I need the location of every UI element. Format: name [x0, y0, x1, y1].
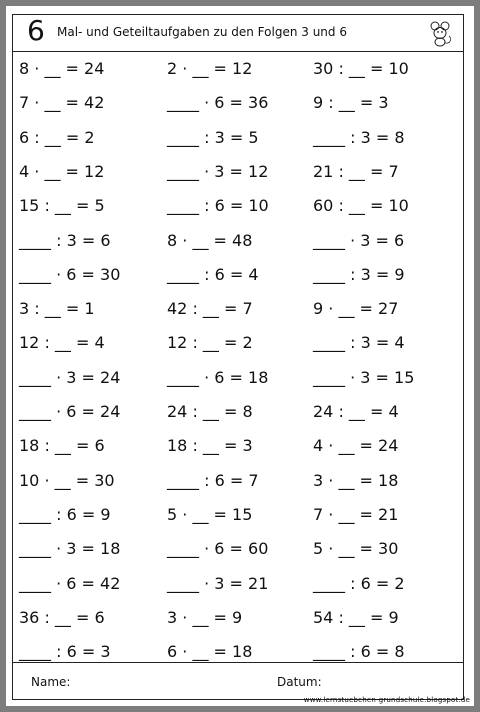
exercise-cell: 4 · __ = 24 [313, 436, 399, 456]
exercise-cell: 2 · __ = 12 [167, 59, 253, 78]
exercise-cell: 15 : __ = 5 [19, 196, 105, 216]
exercise-cell: 54 : __ = 9 [313, 607, 399, 627]
exercise-cell: ____ · 3 = 24 [19, 367, 121, 387]
exercise-cell: ____ · 3 = 21 [167, 573, 269, 593]
exercise-cell: 10 · __ = 30 [19, 470, 115, 490]
exercise-cell: 4 · __ = 12 [19, 161, 105, 181]
worksheet-number: 6 [27, 14, 45, 47]
exercise-cell: 12 : __ = 2 [167, 333, 253, 353]
exercise-cell: ____ : 6 = 10 [167, 196, 269, 216]
exercise-row [13, 121, 463, 155]
exercise-cell: ____ : 6 = 9 [19, 504, 111, 524]
exercise-cell: ____ · 6 = 60 [167, 539, 269, 559]
exercise-cell: 5 · __ = 30 [313, 539, 399, 559]
worksheet-frame [12, 14, 464, 700]
exercise-cell: 3 : __ = 1 [19, 299, 95, 319]
exercise-cell: ____ · 3 = 15 [313, 367, 415, 387]
exercise-cell: ____ : 6 = 4 [167, 264, 259, 284]
exercise-cell: 36 : __ = 6 [19, 607, 105, 627]
exercise-row [13, 52, 463, 86]
exercise-row [13, 326, 463, 360]
exercise-cell: 7 · __ = 21 [313, 504, 399, 524]
exercise-cell: ____ : 3 = 9 [313, 264, 405, 284]
name-label: Name: [31, 675, 71, 689]
exercise-cell: 60 : __ = 10 [313, 196, 409, 216]
exercise-cell: 24 : __ = 4 [313, 402, 399, 421]
exercise-cell: ____ · 6 = 36 [167, 93, 269, 113]
header [13, 15, 463, 52]
exercise-cell: ____ · 3 = 12 [167, 161, 269, 181]
exercise-cell: 6 : __ = 2 [19, 127, 95, 147]
exercise-cell: ____ : 3 = 6 [19, 230, 111, 250]
exercise-cell: ____ · 6 = 30 [19, 264, 121, 284]
exercise-cell: 24 : __ = 8 [167, 402, 253, 421]
exercise-cell: ____ · 6 = 24 [19, 402, 121, 421]
exercise-row [13, 258, 463, 292]
exercise-cell: 21 : __ = 7 [313, 161, 399, 181]
exercise-cell: ____ · 3 = 18 [19, 539, 121, 559]
exercise-row [13, 429, 463, 463]
exercise-row [13, 155, 463, 189]
exercise-row [13, 601, 463, 635]
exercise-cell: ____ : 6 = 2 [313, 573, 405, 593]
exercise-row [13, 224, 463, 258]
exercise-row [13, 498, 463, 532]
exercise-cell: 3 · __ = 9 [167, 607, 243, 627]
exercise-row [13, 532, 463, 566]
exercise-cell: 8 · __ = 48 [167, 230, 253, 250]
date-label: Datum: [277, 675, 322, 689]
exercise-cell: 18 : __ = 6 [19, 436, 105, 456]
exercise-cell: 3 · __ = 18 [313, 470, 399, 490]
exercise-cell: ____ : 6 = 7 [167, 470, 259, 490]
exercise-cell: ____ : 3 = 8 [313, 127, 405, 147]
exercise-cell: 9 · __ = 27 [313, 299, 399, 319]
exercise-cell: 5 · __ = 15 [167, 504, 253, 524]
exercise-cell: 8 · __ = 24 [19, 59, 105, 78]
exercise-cell: ____ · 3 = 6 [313, 230, 405, 250]
exercise-row [13, 292, 463, 326]
exercise-cell: ____ · 6 = 18 [167, 367, 269, 387]
worksheet-title: Mal- und Geteiltaufgaben zu den Folgen 3 und 6 [57, 25, 347, 39]
exercise-cell: 42 : __ = 7 [167, 299, 253, 319]
exercise-cell: ____ : 6 = 8 [313, 642, 405, 662]
exercise-cell: 6 · __ = 18 [167, 642, 253, 662]
exercise-row [13, 189, 463, 223]
exercise-row [13, 86, 463, 120]
exercise-cell: ____ : 3 = 5 [167, 127, 259, 147]
exercise-cell: ____ : 6 = 3 [19, 642, 111, 662]
footer [13, 662, 463, 699]
exercise-cell: 30 : __ = 10 [313, 59, 409, 78]
mouse-icon [425, 18, 455, 48]
exercise-cell: 9 : __ = 3 [313, 93, 389, 113]
exercise-row [13, 464, 463, 498]
worksheet [6, 6, 474, 706]
exercise-row [13, 567, 463, 601]
exercise-cell: 12 : __ = 4 [19, 333, 105, 353]
source-url: www.lernstuebchen-grundschule.blogspot.de [303, 696, 470, 704]
exercise-row [13, 395, 463, 429]
exercise-cell: 18 : __ = 3 [167, 436, 253, 456]
exercise-row [13, 361, 463, 395]
exercise-cell: ____ · 6 = 42 [19, 573, 121, 593]
exercise-cell: 7 · __ = 42 [19, 93, 105, 113]
exercise-cell: ____ : 3 = 4 [313, 333, 405, 353]
